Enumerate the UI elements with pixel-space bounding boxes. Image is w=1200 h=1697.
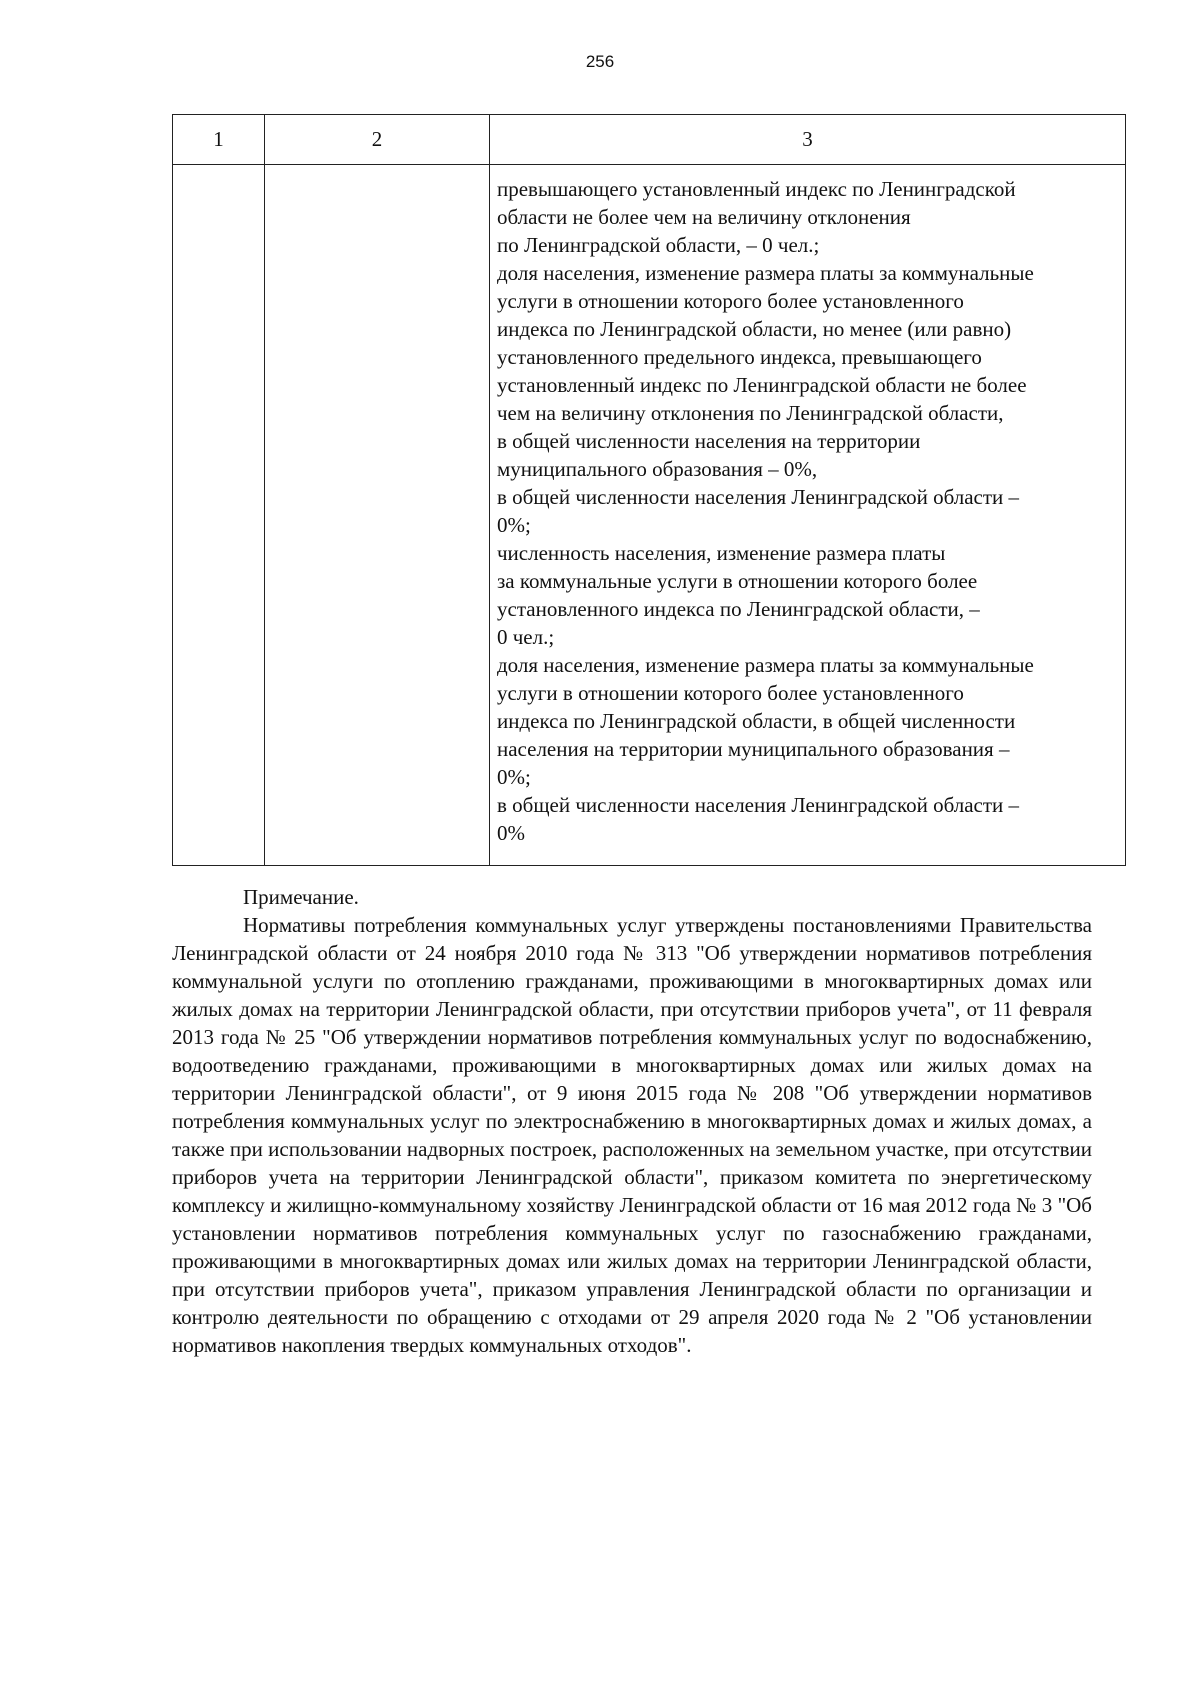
cell-text-line: индекса по Ленинградской области, но менее (или равно) [497, 317, 1012, 341]
column-header-3: 3 [490, 115, 1126, 165]
table-header-row [173, 115, 1126, 165]
table-row [173, 165, 1126, 866]
note-body: Нормативы потребления коммунальных услуг утверждены постановлениями Правительства Ленинградской области от 24 ноября 2010 года № 313 "Об утверждении нормативов потребления коммунальной услуги по отоплению гражданами, проживающими в многоквартирных домах или жилых домах на территории Ленинградской области, при отсутствии приборов учета", от 11 февраля 2013 года № 25 "Об утверждении нормативов потребления коммунальных услуг по водоснабжению, водоотведению гражданами, проживающими в многоквартирных домах или жилых домах на территории Ленинградской области", от 9 июня 2015 года № 208 "Об утверждении нормативов потребления коммунальных услуг по электроснабжению в многоквартирных домах и жилых домах, а также при использовании надворных построек, расположенных на земельном участке, при отсутствии приборов учета на территории Ленинградской области", приказом комитета по энергетическому комплексу и жилищно-коммунальному хозяйству Ленинградской области от 16 мая 2012 года № 3 "Об установлении нормативов потребления коммунальных услуг по газоснабжению гражданами, проживающими в многоквартирных домах или жилых домах на территории Ленинградской области, при отсутствии приборов учета", приказом управления Ленинградской области по организации и контролю деятельности по обращению с отходами от 29 апреля 2020 года № 2 "Об установлении нормативов накопления твердых коммунальных отходов". [172, 913, 1092, 1357]
cell-text-line: доля населения, изменение размера платы за коммунальные [497, 261, 1034, 285]
cell-text-line: по Ленинградской области, – 0 чел.; [497, 233, 820, 257]
column-header-2: 2 [265, 115, 490, 165]
cell-text-line: чем на величину отклонения по Ленинградской области, [497, 401, 1004, 425]
cell-text-line: в общей численности населения Ленинградской области – [497, 485, 1020, 509]
cell-text-line: установленного предельного индекса, превышающего [497, 345, 982, 369]
cell-text-line: индекса по Ленинградской области, в общей численности [497, 709, 1016, 733]
cell-text-line: муниципального образования – 0%, [497, 457, 818, 481]
page-number: 256 [585, 52, 615, 71]
cell-text-line: 0%; [497, 513, 531, 537]
cell-text-line: 0%; [497, 765, 531, 789]
cell-text-line: установленного индекса по Ленинградской области, – [497, 597, 980, 621]
cell-text-line: за коммунальные услуги в отношении которого более [497, 569, 978, 593]
note-section [172, 883, 1092, 1359]
column-header-1: 1 [173, 115, 265, 165]
cell-text-line: в общей численности населения Ленинградской области – [497, 793, 1020, 817]
data-table [172, 114, 1126, 866]
cell-text-line: услуги в отношении которого более установленного [497, 681, 964, 705]
cell-text-line: 0% [497, 821, 525, 845]
table-cell-col3 [490, 165, 1126, 866]
cell-text-line: области не более чем на величину отклонения [497, 205, 911, 229]
cell-text-line: численность населения, изменение размера платы [497, 541, 946, 565]
cell-text-line: установленный индекс по Ленинградской области не более [497, 373, 1027, 397]
cell-text-line: в общей численности населения на территории [497, 429, 921, 453]
cell-text-line: доля населения, изменение размера платы за коммунальные [497, 653, 1034, 677]
cell-text-line: услуги в отношении которого более установленного [497, 289, 964, 313]
table-cell-col1 [173, 165, 265, 866]
note-label: Примечание. [243, 885, 359, 909]
table-cell-col2 [265, 165, 490, 866]
cell-text-line: населения на территории муниципального образования – [497, 737, 1010, 761]
cell-text-line: превышающего установленный индекс по Ленинградской [497, 177, 1016, 201]
cell-text-line: 0 чел.; [497, 625, 555, 649]
